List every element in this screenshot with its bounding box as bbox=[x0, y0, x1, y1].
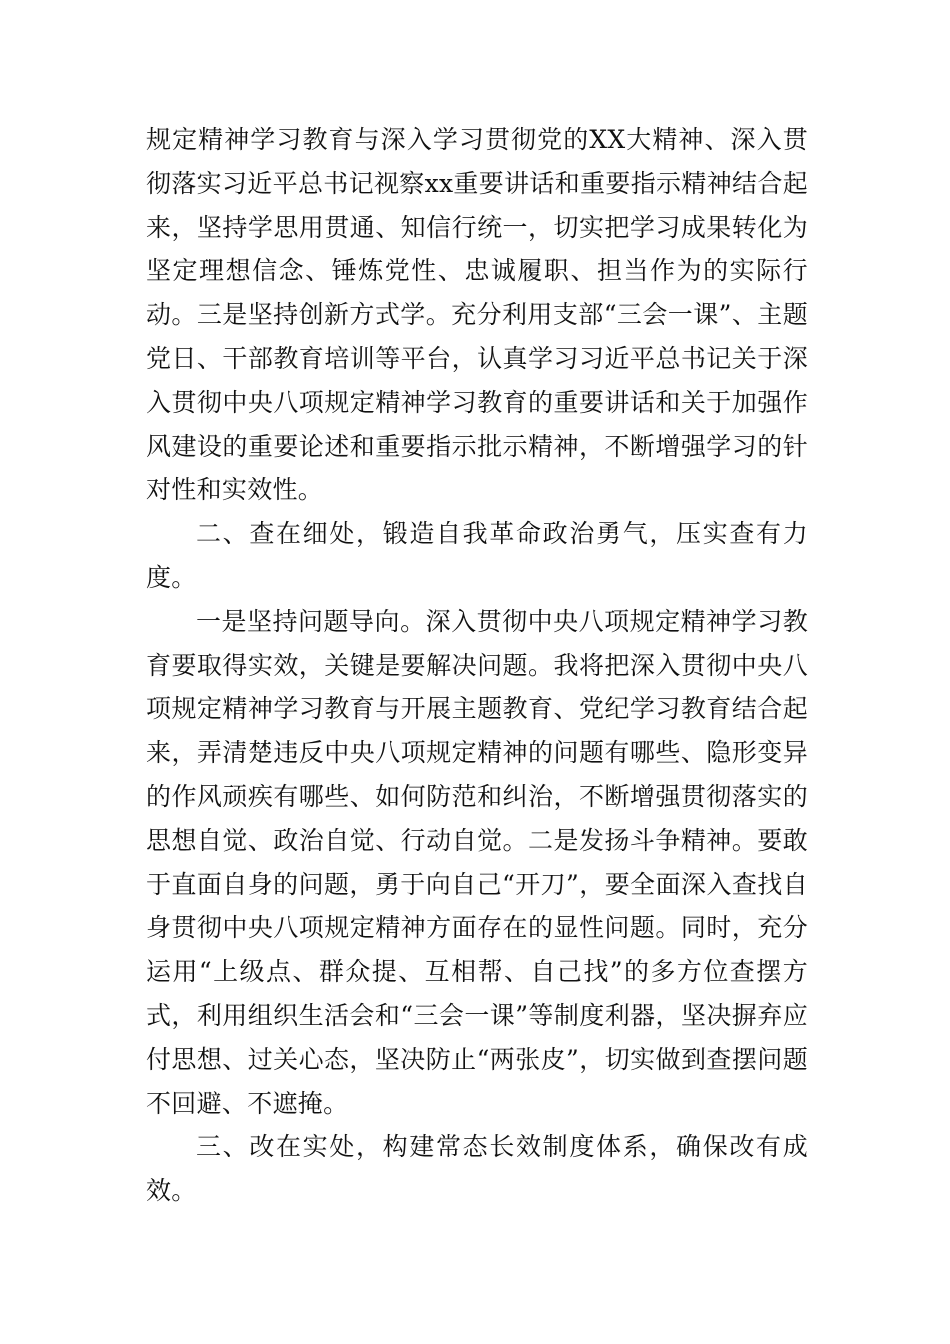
section-heading-3: 三、改在实处，构建常态长效制度体系，确保改有成效。 bbox=[146, 1132, 808, 1206]
paragraph-continuation: 规定精神学习教育与深入学习贯彻党的XX大精神、深入贯彻落实习近平总书记视察xx重要讲话和重要指示精神结合起来，坚持学思用贯通、知信行统一，切实把学习成果转化为坚定理想信念、锤炼党性、忠诚履职、担当作为的实际行动。三是坚持创新方式学。充分利用支部“三会一课”、主题党日、干部教育培训等平台，认真学习习近平总书记关于深入贯彻中央八项规定精神学习教育的重要讲话和关于加强作风建设的重要论述和重要指示批示精神，不断增强学习的针对性和实效性。 bbox=[146, 125, 808, 505]
document-body bbox=[146, 118, 808, 1213]
paragraph: 一是坚持问题导向。深入贯彻中央八项规定精神学习教育要取得实效，关键是要解决问题。我将把深入贯彻中央八项规定精神学习教育与开展主题教育、党纪学习教育结合起来，弄清楚违反中央八项规定精神的问题有哪些、隐形变异的作风顽疾有哪些、如何防范和纠治，不断增强贯彻落实的思想自觉、政治自觉、行动自觉。二是发扬斗争精神。要敢于直面自身的问题，勇于向自己“开刀”，要全面深入查找自身贯彻中央八项规定精神方面存在的显性问题。同时，充分运用“上级点、群众提、互相帮、自己找”的多方位查摆方式，利用组织生活会和“三会一课”等制度利器，坚决摒弃应付思想、过关心态，坚决防止“两张皮”，切实做到查摆问题不回避、不遮掩。 bbox=[146, 606, 808, 1118]
section-heading-2: 二、查在细处，锻造自我革命政治勇气，压实查有力度。 bbox=[146, 519, 808, 592]
